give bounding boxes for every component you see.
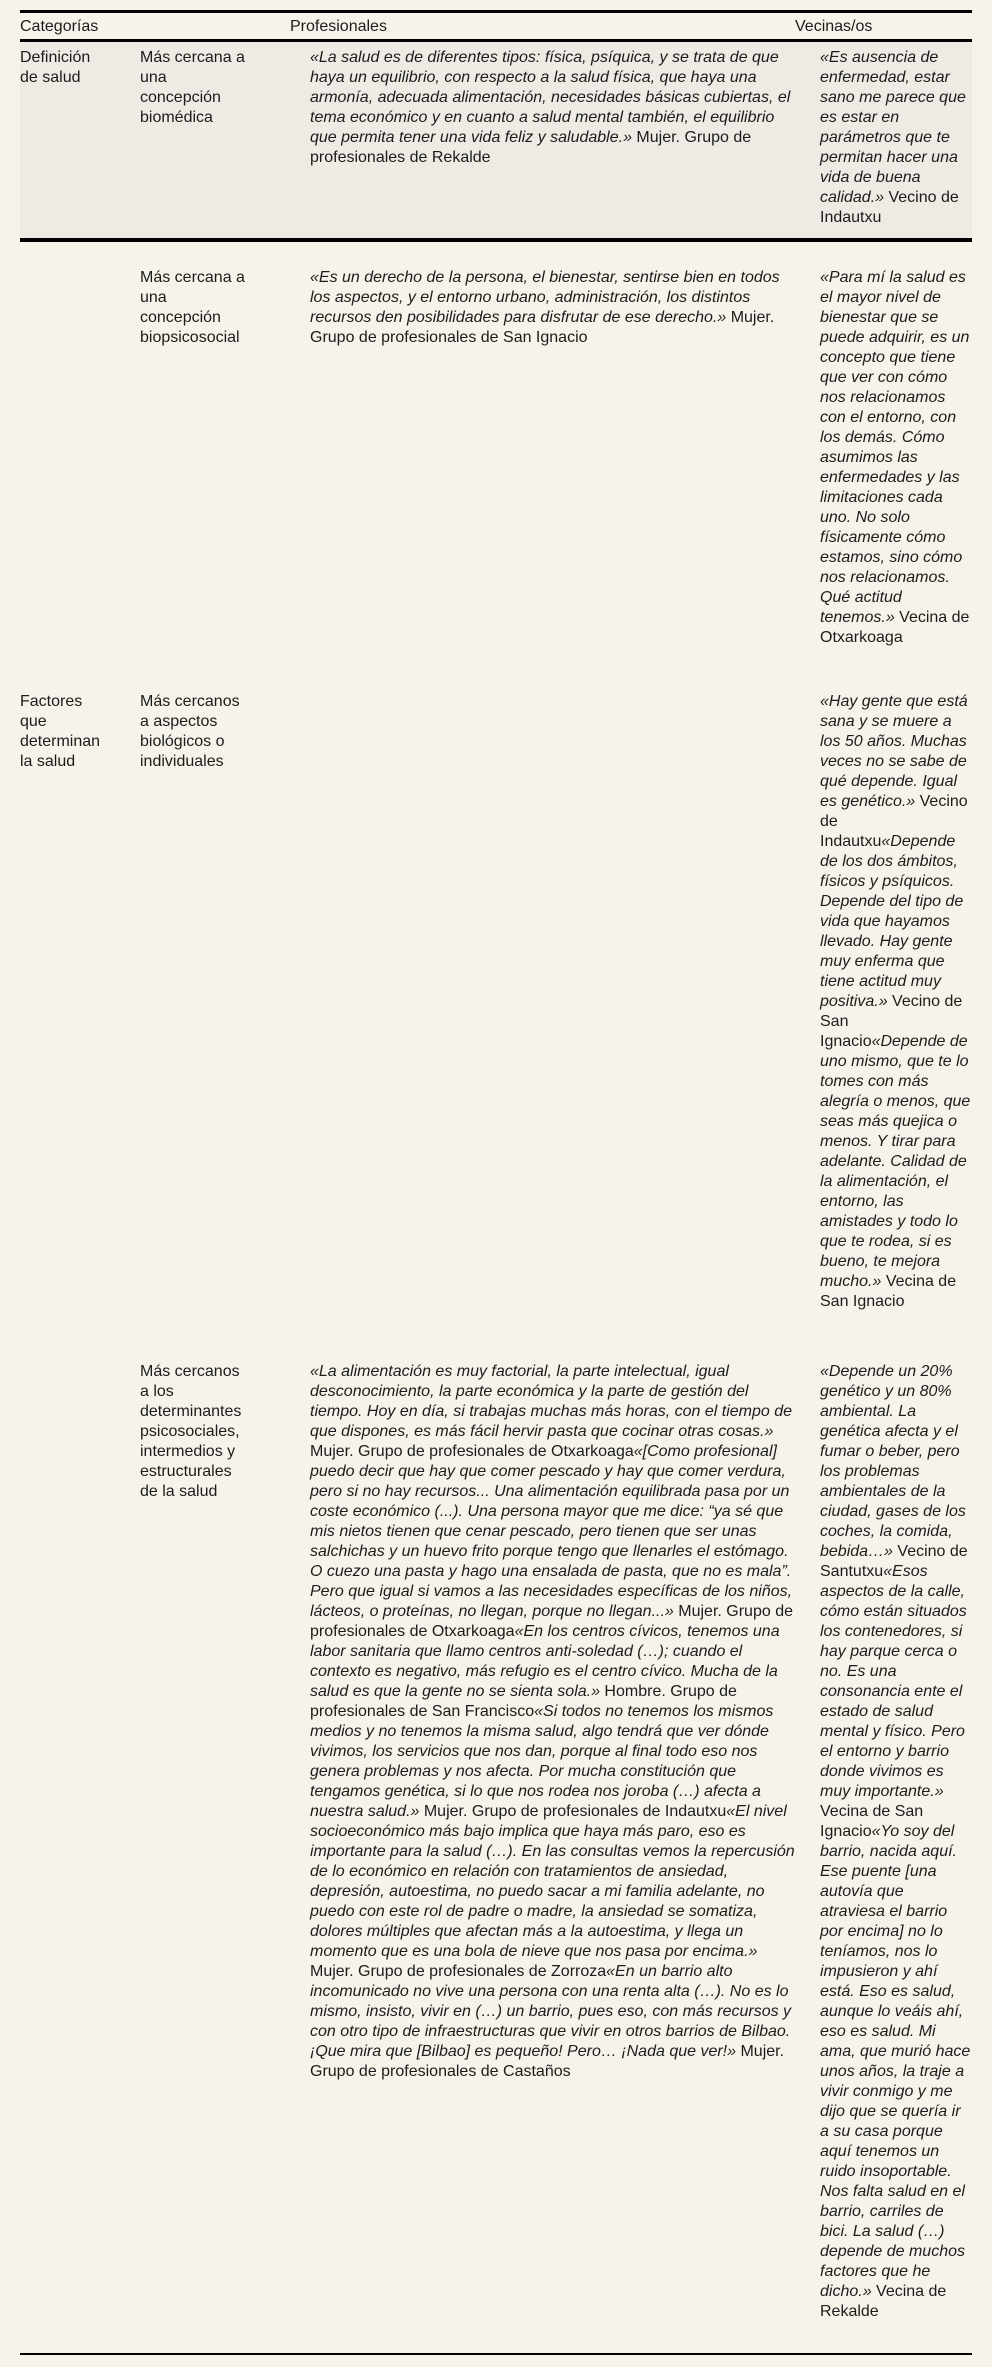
quote-attribution: Mujer. Grupo de profesionales de Castaños (310, 2043, 785, 2080)
subcategory-cell: Más cercanos a los determinantes psicosociales, intermedios y estructurales de la salud (140, 1363, 242, 1500)
quote-text: «[Como profesional] puedo decir que hay que comer pescado y hay que comer verdura, pero si no hay recursos... Una alimentación equilibrada pasa por un coste económico (...). Una persona mayor que me dice: “ya sé que mis nietos tienen que cenar pescado, pero tienen que ser unas salchichas y un huevo frito porque tengo que llenarles el estómago. O cuezo una pasta y hago una ensalada de pasta, que no es mala”. Pero que igual si vamos a las necesidades específicas de los niños, lácteos, o proteínas, no llegan, porque no llegan...» (310, 1443, 793, 1620)
vecinos-cell (820, 1362, 972, 2353)
quote-text: «Depende un 20% genético y un 80% ambiental. La genética afecta y el fumar o beber, pero los problemas ambientales de la ciudad, gases de los coches, la comida, bebida…» (820, 1363, 966, 1560)
table-header-row (20, 13, 972, 39)
quote-attribution: Mujer. Grupo de profesionales de Zorroza (310, 1963, 607, 1980)
quote-text: «Es ausencia de enfermedad, estar sano me parece que es estar en parámetros que te permitan hacer una vida de buena calidad.» (820, 49, 966, 206)
quote-attribution: Vecino de San Ignacio (820, 993, 963, 1050)
quote-attribution: Mujer. Grupo de profesionales de Rekalde (310, 129, 752, 166)
table-row (20, 42, 972, 238)
table-row (20, 689, 972, 1355)
profesionales-cell (310, 692, 795, 1355)
quote-attribution: Vecina de Rekalde (820, 2283, 947, 2320)
profesionales-cell (310, 48, 795, 238)
subcategory-cell: Más cercanos a aspectos biológicos o individuales (140, 693, 240, 770)
quote-text: «En los centros cívicos, tenemos una labor sanitaria que llamo centros anti-soledad (…); cuando el contexto es negativo, más refugio es el centro cívico. Mucha de la salud es que la gente no se sienta sola.» (310, 1623, 780, 1700)
vecinos-cell (820, 692, 972, 1355)
quote-attribution: Vecina de Otxarkoaga (820, 609, 970, 646)
quote-text: «Depende de uno mismo, que te lo tomes con más alegría o menos, que seas más quejica o menos. Y tirar para adelante. Calidad de la alimentación, el entorno, las amistades y todo lo que te rodea, si es bueno, te mejora mucho.» (820, 1033, 971, 1290)
vecinos-cell (820, 268, 972, 689)
quote-text: «Para mí la salud es el mayor nivel de bienestar que se puede adquirir, es un concepto que tiene que ver con cómo nos relacionamos con el entorno, con los demás. Cómo asumimos las enfermedades y las limitaciones cada uno. No solo físicamente cómo estamos, sino cómo nos relacionamos. Qué actitud tenemos.» (820, 269, 970, 626)
quote-attribution: Mujer. Grupo de profesionales de Otxarkoaga (310, 1603, 793, 1640)
quote-text: «Es un derecho de la persona, el bienestar, sentirse bien en todos los aspectos, y el entorno urbano, administración, los distintos recursos den posibilidades para disfrutar de ese derecho.» (310, 269, 780, 326)
quote-text: «Si todos no tenemos los mismos medios y no tenemos la misma salud, algo tendrá que ver dónde vivimos, los servicios que nos dan, porque al final todo eso nos genera problemas y nos afecta. Por mucha constitución que tengamos genética, si lo que nos rodea nos joroba (…) afecta a nuestra salud.» (310, 1703, 774, 1820)
category-cell: Definición de salud (20, 49, 91, 86)
quote-text: «El nivel socioeconómico más bajo implica que haya más paro, eso es importante para la salud (…). En las consultas vemos la repercusión de lo económico en relación con tratamientos de ansiedad, depresión, autoestima, no puedo sacar a mi familia adelante, no puedo con este rol de padre o madre, la ansiedad se somatiza, dolores múltiples que afectan más a la autoestima, y llega un momento que es una bola de nieve que nos pasa por encima.» (310, 1803, 795, 1960)
table-row (20, 242, 972, 689)
quote-attribution: Vecina de San Ignacio (820, 1273, 957, 1310)
quote-text: «En un barrio alto incomunicado no vive una persona con una renta alta (…). No es lo mismo, insisto, vivir en (…) un barrio, pues eso, con más recursos y con otro tipo de infraestructuras que vivir en otros barrios de Bilbao. ¡Que mira que [Bilbao] es pequeño! Pero… ¡Nada que ver!» (310, 1963, 792, 2060)
quote-attribution: Vecino de Indautxu (820, 189, 959, 226)
quote-attribution: Vecino de Indautxu (820, 793, 968, 850)
table-body (20, 42, 972, 2353)
header-profesionales: Profesionales (290, 18, 387, 35)
quote-attribution: Vecina de San Ignacio (820, 1803, 924, 1840)
profesionales-cell (310, 268, 795, 689)
table-bottom-rule (20, 2353, 972, 2355)
table-row (20, 1355, 972, 2353)
category-cell (20, 1362, 105, 2353)
subcategory-cell: Más cercana a una concepción biomédica (140, 49, 245, 126)
quote-attribution: Mujer. Grupo de profesionales de Indautxu (419, 1803, 727, 1820)
quote-text: «La alimentación es muy factorial, la parte intelectual, igual desconocimiento, la parte económica y la parte de gestión del tiempo. Hoy en día, si trabajas muchas más horas, con el tiempo de que dispones, es más fácil hervir pasta que cocinar otras cosas.» (310, 1363, 793, 1440)
quote-attribution: Mujer. Grupo de profesionales de Otxarkoaga (310, 1443, 634, 1460)
quote-attribution: Mujer. Grupo de profesionales de San Ignacio (310, 309, 775, 346)
header-vecinas-os: Vecinas/os (795, 18, 873, 35)
profesionales-cell (310, 1362, 795, 2353)
quote-text: «Esos aspectos de la calle, cómo están situados los contenedores, si hay parque cerca o no. Es una consonancia ente el estado de salud mental y físico. Pero el entorno y barrio donde vivimos es muy importante.» (820, 1563, 967, 1800)
quote-text: «Depende de los dos ámbitos, físicos y psíquicos. Depende del tipo de vida que hayamos llevado. Hay gente muy enferma que tiene actitud muy positiva.» (820, 833, 964, 1010)
quote-text: «La salud es de diferentes tipos: física, psíquica, y se trata de que haya un equilibrio, con respecto a la salud física, que haya una armonía, adecuada alimentación, necesidades básicas cubiertas, el tema económico y en cuanto a salud mental también, el equilibrio que permita tener una vida feliz y saludable.» (310, 49, 791, 146)
header-categorias: Categorías (20, 18, 99, 35)
quote-attribution: Hombre. Grupo de profesionales de San Francisco (310, 1683, 737, 1720)
category-cell (20, 268, 105, 689)
vecinos-cell (820, 48, 972, 238)
quote-text: «Hay gente que está sana y se muere a los 50 años. Muchas veces no se sabe de qué depende. Igual es genético.» (820, 693, 968, 810)
quote-attribution: Vecino de Santutxu (820, 1543, 968, 1580)
subcategory-cell: Más cercana a una concepción biopsicosocial (140, 269, 245, 346)
quote-text: «Yo soy del barrio, nacida aquí. Ese puente [una autovía que atraviesa el barrio por encima] no lo teníamos, nos lo impusieron y ahí está. Eso es salud, aunque lo veáis ahí, eso es salud. Mi ama, que murió hace unos años, la traje a vivir conmigo y me dijo que se quería ir a su casa porque aquí tenemos un ruido insoportable. Nos falta salud en el barrio, carriles de bici. La salud (…) depende de muchos factores que he dicho.» (820, 1823, 971, 2300)
category-cell: Factores que determinan la salud (20, 693, 101, 770)
